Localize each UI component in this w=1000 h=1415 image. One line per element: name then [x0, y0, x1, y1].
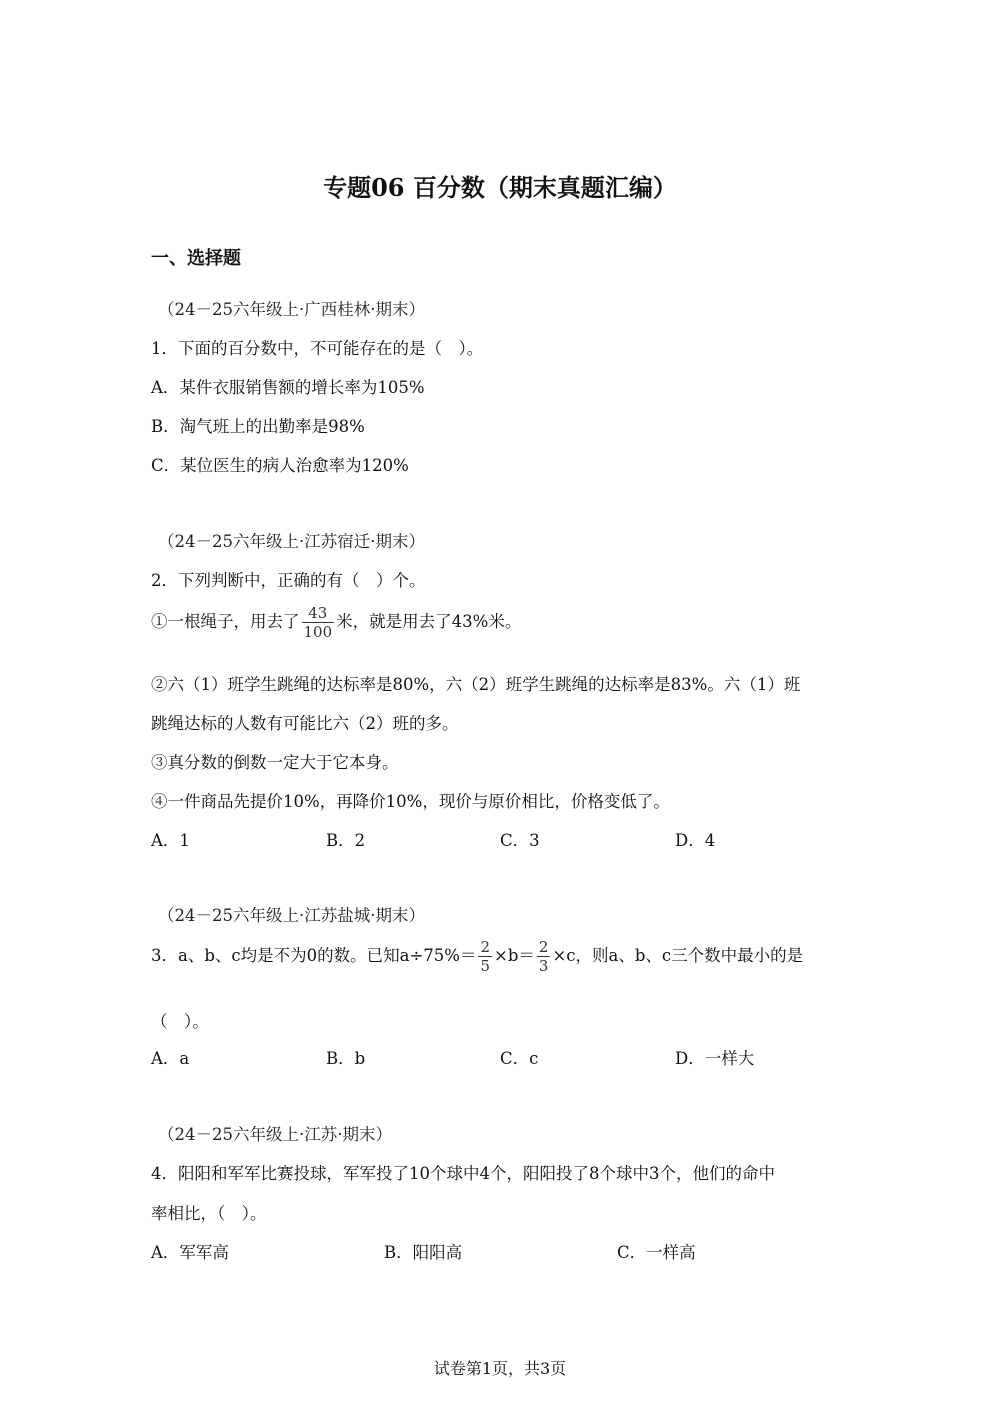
- q2-option-a: A．1: [151, 831, 190, 850]
- q3-stem-continued: （ ）。: [151, 1012, 209, 1031]
- fraction-denominator: 3: [538, 957, 549, 975]
- q4-stem-line-2: 率相比，（ ）。: [151, 1204, 267, 1223]
- q3-stem-mid: ×b＝: [494, 946, 535, 965]
- q3-stem-pre: 3．a、b、c均是不为0的数。已知a÷75%＝: [151, 946, 477, 965]
- q2-statement-1: [151, 604, 521, 641]
- q3-option-a: A．a: [151, 1049, 190, 1068]
- q3-stem: [151, 938, 803, 975]
- q4-option-a: A．军军高: [151, 1243, 229, 1262]
- page-footer: 试卷第1页，共3页: [433, 1359, 567, 1378]
- q2-option-c: C．3: [500, 831, 540, 850]
- q3-option-d: D．一样大: [675, 1049, 755, 1068]
- section-heading: 一、选择题: [151, 248, 241, 269]
- q2-s1-text-post: 米，就是用去了43%米。: [336, 612, 522, 631]
- fraction-denominator: 5: [480, 957, 491, 975]
- fraction-denominator: 100: [303, 623, 333, 641]
- fraction-numerator: 43: [308, 604, 328, 622]
- fraction: [537, 938, 551, 975]
- q3-source: （24－25六年级上·江苏盐城·期末）: [158, 906, 425, 925]
- q2-option-b: B．2: [326, 831, 366, 850]
- q2-stem: 2．下列判断中，正确的有（ ）个。: [151, 571, 426, 590]
- q2-option-d: D．4: [675, 831, 716, 850]
- q3-option-b: B．b: [326, 1049, 366, 1068]
- q2-statement-2-line-2: 跳绳达标的人数有可能比六（2）班的多。: [151, 714, 459, 733]
- q1-option-a: A．某件衣服销售额的增长率为105%: [151, 378, 425, 397]
- fraction: [302, 604, 335, 641]
- q2-statement-3: ③真分数的倒数一定大于它本身。: [151, 753, 399, 772]
- q3-option-c: C．c: [500, 1049, 539, 1068]
- q2-statement-4: ④一件商品先提价10%，再降价10%，现价与原价相比，价格变低了。: [151, 792, 670, 811]
- q3-stem-post: ×c，则a、b、c三个数中最小的是: [552, 946, 804, 965]
- q4-source: （24－25六年级上·江苏·期末）: [158, 1125, 392, 1144]
- q1-source: （24－25六年级上·广西桂林·期末）: [158, 300, 425, 319]
- page-title: 专题06 百分数（期末真题汇编）: [323, 173, 677, 202]
- q4-option-b: B．阳阳高: [384, 1243, 463, 1262]
- q2-s1-text-pre: ①一根绳子，用去了: [151, 612, 300, 631]
- q1-option-c: C．某位医生的病人治愈率为120%: [151, 456, 409, 475]
- q4-stem-line-1: 4．阳阳和军军比赛投球，军军投了10个球中4个，阳阳投了8个球中3个，他们的命中: [151, 1164, 775, 1183]
- q1-option-b: B．淘气班上的出勤率是98%: [151, 417, 365, 436]
- fraction-numerator: 2: [480, 938, 491, 956]
- q2-statement-2-line-1: ②六（1）班学生跳绳的达标率是80%，六（2）班学生跳绳的达标率是83%。六（1）班: [151, 675, 801, 694]
- fraction: [478, 938, 492, 975]
- q2-source: （24－25六年级上·江苏宿迁·期末）: [158, 532, 425, 551]
- q1-stem: 1．下面的百分数中，不可能存在的是（ ）。: [151, 339, 484, 358]
- fraction-numerator: 2: [538, 938, 549, 956]
- q4-option-c: C．一样高: [617, 1243, 696, 1262]
